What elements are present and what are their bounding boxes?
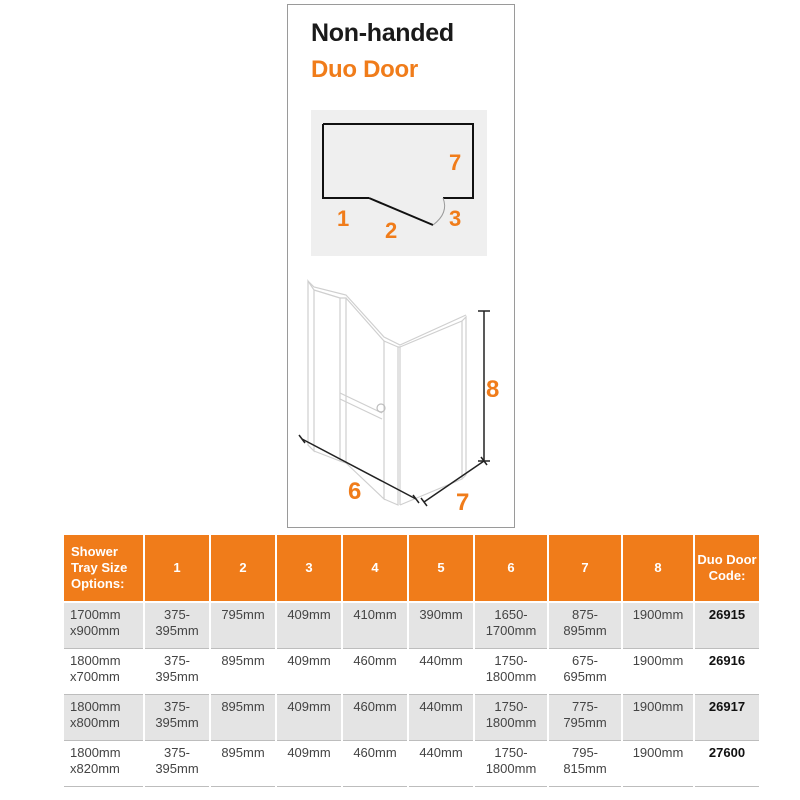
header-dim-7: 7	[549, 535, 621, 603]
dim-cell: 895mm	[221, 745, 265, 760]
header-dim-2: 2	[211, 535, 275, 603]
elevation-label-8: 8	[486, 376, 500, 403]
header-tray-size: Shower Tray Size Options:	[64, 535, 143, 603]
table-row	[64, 695, 759, 741]
dim-cell: 1750- 1800mm	[485, 699, 537, 730]
table-header-row	[64, 535, 759, 603]
panel-title: Non-handed	[311, 19, 454, 47]
dim-cell: 1650- 1700mm	[485, 607, 537, 638]
plan-door-left-leaf	[369, 198, 433, 225]
plan-label-2: 2	[385, 218, 398, 243]
header-dim-5: 5	[409, 535, 473, 603]
dim-cell: 440mm	[419, 653, 463, 668]
dimension-lines	[299, 311, 490, 506]
dim-cell: 1750- 1800mm	[485, 745, 537, 776]
header-dim-8: 8	[623, 535, 693, 603]
dim-cell: 795- 815mm	[563, 745, 607, 776]
dim-cell: 410mm	[353, 607, 397, 622]
elevation-label-6: 6	[348, 478, 362, 505]
elevation-label-7: 7	[456, 489, 470, 516]
diagram-panel	[287, 4, 515, 528]
table-row	[64, 603, 759, 649]
door-code-cell: 26915	[708, 607, 746, 622]
dim-cell: 375- 395mm	[155, 653, 199, 684]
dim-cell: 375- 395mm	[155, 699, 199, 730]
tray-size-cell: 1700mm x900mm	[70, 607, 121, 638]
dim-cell: 409mm	[287, 607, 331, 622]
tray-size-cell: 1800mm x800mm	[70, 699, 121, 730]
plan-label-1: 1	[337, 206, 350, 231]
dim-cell: 1900mm	[632, 607, 684, 622]
plan-label-3: 3	[449, 206, 462, 231]
plan-view-diagram	[311, 110, 487, 256]
table-row	[64, 741, 759, 787]
panel-subtitle: Duo Door	[311, 56, 418, 83]
tray-size-cell: 1800mm x820mm	[70, 745, 121, 776]
dimensions-table	[62, 535, 757, 787]
tray-size-cell: 1800mm x700mm	[70, 653, 121, 684]
header-dim-3: 3	[277, 535, 341, 603]
header-dim-1: 1	[145, 535, 209, 603]
dim-cell: 895mm	[221, 653, 265, 668]
dim-cell: 409mm	[287, 653, 331, 668]
dim-cell: 375- 395mm	[155, 745, 199, 776]
dim-cell: 460mm	[353, 745, 397, 760]
dim-cell: 375- 395mm	[155, 607, 199, 638]
enclosure-frame	[308, 281, 466, 505]
header-dim-6: 6	[475, 535, 547, 603]
plan-label-7: 7	[449, 150, 462, 175]
door-code-cell: 26916	[708, 653, 746, 668]
dim-cell: 409mm	[287, 745, 331, 760]
dim-cell: 390mm	[419, 607, 463, 622]
dim-cell: 775- 795mm	[563, 699, 607, 730]
table-row	[64, 649, 759, 695]
dim-cell: 409mm	[287, 699, 331, 714]
dim-cell: 460mm	[353, 653, 397, 668]
dim-cell: 875- 895mm	[563, 607, 607, 638]
dim-cell: 440mm	[419, 745, 463, 760]
dim-cell: 440mm	[419, 699, 463, 714]
dim-cell: 1900mm	[632, 745, 684, 760]
header-dim-4: 4	[343, 535, 407, 603]
plan-door-swing-arc	[433, 198, 445, 225]
dim-cell: 460mm	[353, 699, 397, 714]
dim-cell: 675- 695mm	[563, 653, 607, 684]
door-handle-icon	[377, 404, 385, 412]
header-door-code: Duo Door Code:	[695, 535, 759, 603]
dim-cell: 795mm	[221, 607, 265, 622]
dim-cell: 895mm	[221, 699, 265, 714]
door-code-cell: 26917	[708, 699, 746, 714]
dim-cell: 1900mm	[632, 699, 684, 714]
dim-cell: 1900mm	[632, 653, 684, 668]
dim-cell: 1750- 1800mm	[485, 653, 537, 684]
door-code-cell: 27600	[708, 745, 746, 760]
